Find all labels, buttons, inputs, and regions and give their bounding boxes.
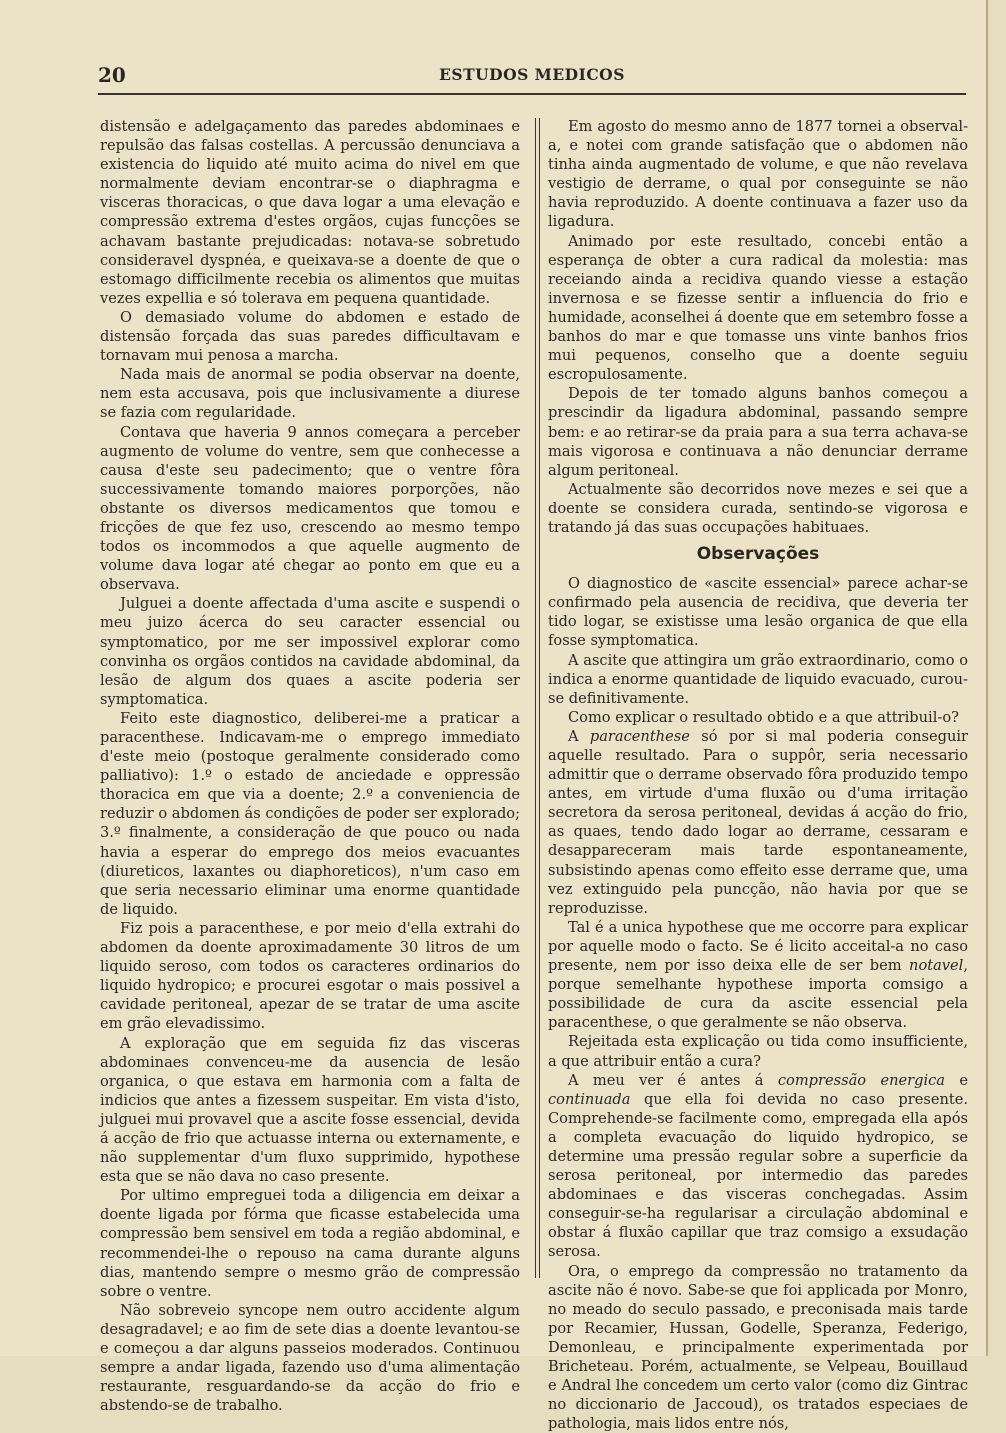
text-run: que ella foi devida no caso presente. Comprehende-se facilmente como, empregada ella após a completa evacuação do liquido hydropico, se determine uma pressão regular sobre a superficie da serosa peritoneal, por intermedio das paredes abdominaes e das visceras conchegadas. Assim conseguir-se-ha regularisar a circulação abdominal e obstar á fluxão capillar que traz comsigo a exsudação serosa.: [548, 1090, 968, 1261]
paragraph: Por ultimo empreguei toda a diligencia em deixar a doente ligada por fórma que ficasse estabelecida uma compressão bem sensivel em toda a região abdominal, e recommendei-lhe o repouso na cama durante alguns dias, mantendo sempre o mesmo grão de compressão sobre o ventre.: [100, 1187, 520, 1300]
paragraph: distensão e adelgaçamento das paredes abdominaes e repulsão das falsas costellas. A percussão denunciava a existencia do liquido até muito acima do nivel em que normalmente deviam encontrar-se o diaphragma e visceras thoracicas, o que dava logar a uma elevação e compressão extrema d'estes orgãos, cujas funcções se achavam bastante prejudicadas: notava-se sobretudo consideravel dyspnéa, e queixava-se a doente de que o estomago difficilmente recebia os alimentos que muitas vezes expellia e só tolerava em pequena quantidade.: [100, 118, 520, 307]
column-divider: [539, 118, 540, 1278]
paragraph: Fiz pois a paracenthese, e por meio d'ella extrahi do abdomen da doente aproximadamente 30 litros de um liquido seroso, com todos os caracteres ordinarios do liquido hydropico; e procurei esgotar o mais possivel a cavidade peritoneal, apezar de se tratar de uma ascite em grão elevadissimo.: [100, 919, 520, 1033]
running-title: ESTUDOS MEDICOS: [439, 65, 625, 84]
emphasis: paracenthese: [589, 727, 690, 745]
paragraph: Não sobreveio syncope nem outro accidente algum desagradavel; e ao fim de sete dias a doente levantou-se e começou a dar alguns passeios moderados. Continuou sempre a andar ligada, fazendo uso d'uma alimentação restaurante, resguardando-se da acção do frio e abstendo-se de trabalho.: [100, 1301, 520, 1415]
text-run: A: [568, 727, 590, 745]
paragraph: O demasiado volume do abdomen e estado de distensão forçada das suas paredes difficultavam e tornavam mui penosa a marcha.: [100, 308, 520, 365]
text-run: só por si mal poderia conseguir aquelle resultado. Para o suppôr, seria necessario admittir que o derrame observado fôra produzido tempo antes, em virtude d'uma fluxão ou d'uma irritação secretora da serosa peritoneal, devidas á acção do frio, as quaes, tendo dado logar ao derrame, cessaram e desappareceram mais tarde espontaneamente, subsistindo apenas como effeito esse derrame que, uma vez extinguido pela puncção, não havia por que se reproduzisse.: [548, 727, 968, 917]
right-column: [548, 117, 968, 1433]
paragraph: A exploração que em seguida fiz das visceras abdominaes convenceu-me da ausencia de lesão organica, o que estava em harmonia com a falta de indicios que antes a fizessem suspeitar. Em vista d'isto, julguei mui provavel que a ascite fosse essencial, devida á acção de frio que actuasse interna ou externamente, e não supplementar d'um fluxo supprimido, hypothese esta que se não dava no caso presente.: [100, 1034, 520, 1186]
paragraph: [548, 918, 968, 1033]
emphasis: compressão energica: [777, 1071, 945, 1089]
paragraph: [548, 727, 968, 918]
paragraph: O diagnostico de «ascite essencial» parece achar-se confirmado pela ausencia de recidiva, que deveria ter tido logar, se existisse uma lesão organica de que ella fosse symptomatica.: [548, 575, 968, 650]
paragraph: Como explicar o resultado obtido e a que attribuil-o?: [568, 708, 959, 726]
paragraph: Rejeitada esta explicação ou tida como insufficiente, a que attribuir então a cura?: [548, 1033, 968, 1070]
paragraph: [548, 1071, 968, 1262]
paragraph: Animado por este resultado, concebi então a esperança de obter a cura radical da molestia: mas receiando ainda a recidiva quando viesse a estação invernosa e se fizesse sentir a influencia do frio e humidade, aconselhei á doente que em setembro fosse a banhos do mar e que tomasse uns vinte banhos frios mui pequenos, conselho que a doente seguiu escropulosamente.: [548, 232, 968, 384]
paragraph: Ora, o emprego da compressão no tratamento da ascite não é novo. Sabe-se que foi applicada por Monro, no meado do seculo passado, e preconisada mais tarde por Recamier, Hussan, Godelle, Speranza, Federigo, Demonleau, e principalmente experimentada por Bricheteau. Porém, actualmente, se Velpeau, Bouillaud e Andral lhe concedem um certo valor (como diz Gintrac no diccionario de Jaccoud), os tratados especiaes de pathologia, mais lidos entre nós,: [548, 1262, 968, 1433]
left-column: [100, 117, 520, 1415]
page-number: 20: [98, 63, 126, 87]
paragraph: Em agosto do mesmo anno de 1877 tornei a observal-a, e notei com grande satisfação que o abdomen não tinha ainda augmentado de volume, e que não revelava vestigio de derrame, o qual por conseguinte se não havia reproduzido. A doente continuava a fazer uso da ligadura.: [548, 118, 968, 231]
paragraph: A ascite que attingira um grão extraordinario, como o indica a enorme quantidade de liquido evacuado, curou-se definitivamente.: [548, 651, 968, 707]
column-divider: [535, 118, 536, 1278]
section-heading: Observações: [696, 544, 820, 565]
page-header: [98, 63, 966, 89]
paragraph: Julguei a doente affectada d'uma ascite e suspendi o meu juizo ácerca do seu caracter essencial ou symptomatico, por me ser impossivel explorar como convinha os orgãos contidos na cavidade abdominal, da lesão de algum dos quaes a ascite poderia ser symptomatica.: [100, 595, 520, 708]
emphasis: continuada: [548, 1090, 631, 1108]
emphasis: notavel: [909, 957, 964, 975]
paragraph: Actualmente são decorridos nove mezes e sei que a doente se considera curada, sentindo-se vigorosa e tratando já das suas occupações habituaes.: [548, 480, 968, 536]
text-run: A meu ver é antes á: [568, 1071, 778, 1089]
text-run: , porque semelhante hypothese importa comsigo a possibilidade de cura da ascite essencial pela paracenthese, o que geralmente se não observa.: [548, 957, 968, 1032]
paragraph: Depois de ter tomado alguns banhos começou a prescindir da ligadura abdominal, passando sempre bem: e ao retirar-se da praia para a sua terra achava-se mais vigorosa e continuava a não denunciar derrame algum peritoneal.: [548, 385, 968, 479]
paragraph: Contava que haveria 9 annos começara a perceber augmento de volume do ventre, sem que conhecesse a causa d'este seu padecimento; que o ventre fôra successivamente tomando maiores porporções, não obstante os diversos medicamentos que tomou e fricções de que fez uso, crescendo ao mesmo tempo todos os incommodos a que aquelle augmento de volume dava logar até chegar ao ponto em que eu a observava.: [100, 423, 520, 594]
text-run: Tal é a unica hypothese que me occorre para explicar por aquelle modo o facto. Se é licito acceital-a no caso presente, nem por isso deixa elle de ser bem: [548, 918, 968, 975]
text-run: e: [945, 1071, 968, 1089]
paragraph: Feito este diagnostico, deliberei-me a praticar a paracenthese. Indicavam-me o emprego immediato d'este meio (postoque geralmente considerado como palliativo): 1.º o estado de anciedade e oppressão thoracica em que via a doente; 2.º a conveniencia de reduzir o abdomen ás condições de poder ser explorado; 3.º finalmente, a consideração de que pouco ou nada havia a esperar do emprego dos meios evacuantes (diureticos, laxantes ou diaphoreticos), n'um caso em que seria necessario eliminar uma enorme quantidade de liquido.: [100, 709, 520, 918]
header-rule: [98, 93, 966, 95]
paragraph: Nada mais de anormal se podia observar na doente, nem esta accusava, pois que inclusivamente a diurese se fazia com regularidade.: [100, 366, 520, 422]
